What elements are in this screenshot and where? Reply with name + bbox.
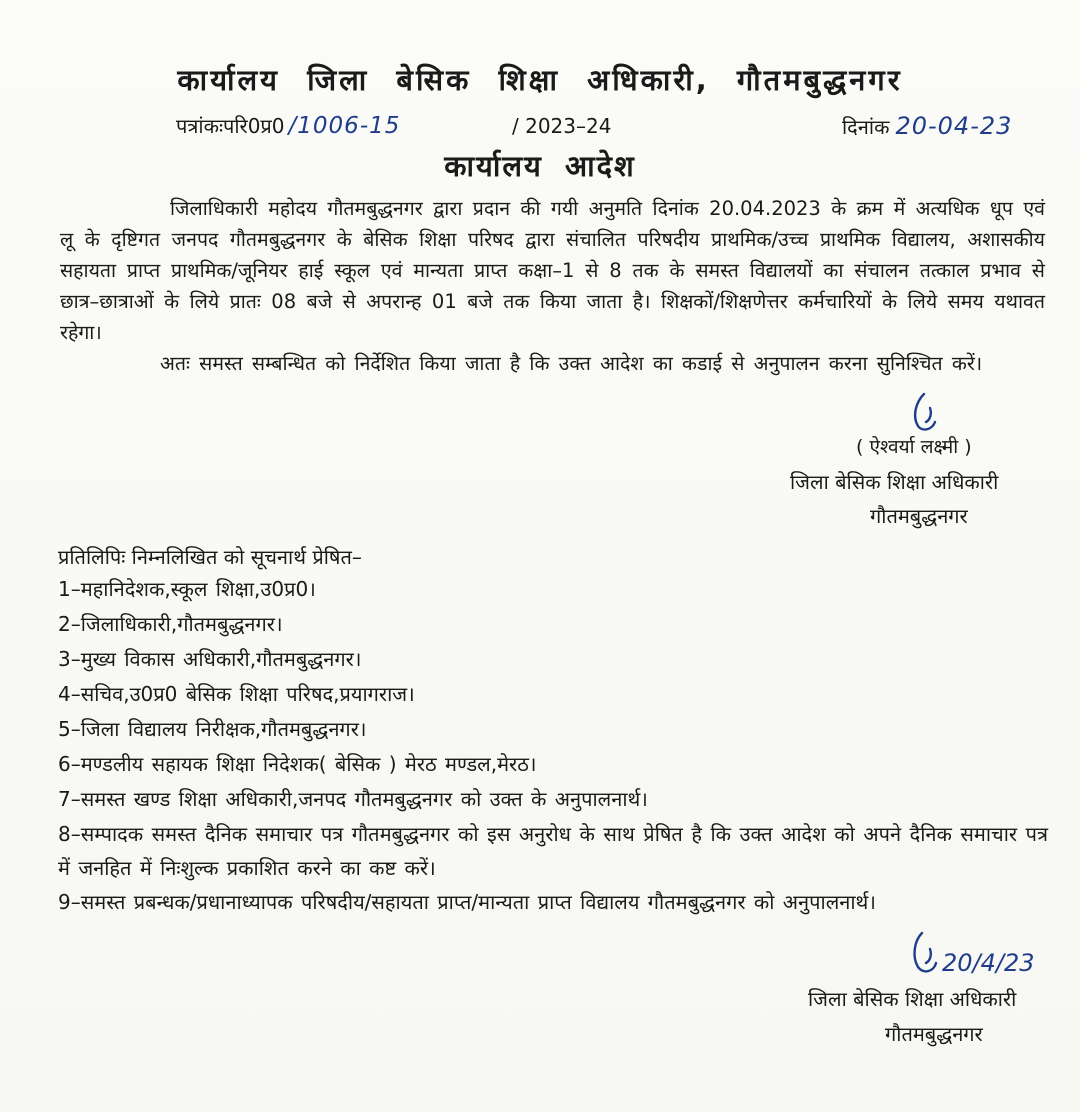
signatory-name: ( ऐश्वर्या लक्ष्मी ) xyxy=(856,436,972,458)
date-label: दिनांक xyxy=(842,115,890,139)
list-item: 9–समस्त प्रबन्धक/प्रधानाध्यापक परिषदीय/सहायता प्राप्त/मान्यता प्राप्त विद्यालय गौतमबुद्धनगर को अनुपालनार्थ। xyxy=(58,890,876,914)
list-item: 2–जिलाधिकारी,गौतमबुद्धनगर। xyxy=(58,612,283,636)
signature-mark xyxy=(902,388,952,438)
list-item: 4–सचिव,उ0प्र0 बेसिक शिक्षा परिषद,प्रयागराज। xyxy=(58,682,415,706)
order-paragraph-2: अतः समस्त सम्बन्धित को निर्देशित किया जाता है कि उक्त आदेश का कडाई से अनुपालन करना सुनिश्चित करें। xyxy=(160,352,983,375)
reference-handwritten: /1006-15 xyxy=(288,113,401,139)
date-handwritten: 20-04-23 xyxy=(895,112,1013,140)
list-item: 1–महानिदेशक,स्कूल शिक्षा,उ0प्र0। xyxy=(58,577,316,601)
order-date xyxy=(842,112,1012,140)
copy-to-heading: प्रतिलिपिः निम्नलिखित को सूचनार्थ प्रेषित– xyxy=(58,545,362,569)
signatory-designation: जिला बेसिक शिक्षा अधिकारी xyxy=(790,470,999,494)
list-item: 8–सम्पादक समस्त दैनिक समाचार पत्र गौतमबुद्धनगर को इस अनुरोध के साथ प्रेषित है कि उक्त आदेश को अपने दैनिक समाचार पत्र में जनहित में निःशुल्क प्रकाशित करने का कष्ट करें। xyxy=(58,822,1048,880)
reference-label: पत्रांकःपरि0प्र0 xyxy=(176,114,285,138)
office-heading: कार्यालय जिला बेसिक शिक्षा अधिकारी, गौतमबुद्धनगर xyxy=(177,63,903,97)
list-item: 3–मुख्य विकास अधिकारी,गौतमबुद्धनगर। xyxy=(58,647,362,671)
reference-year: / 2023–24 xyxy=(512,114,612,138)
list-item: 6–मण्डलीय सहायक शिक्षा निदेशक( बेसिक ) मेरठ मण्डल,मेरठ। xyxy=(58,752,537,776)
signatory-district: गौतमबुद्धनगर xyxy=(870,504,968,528)
order-title: कार्यालय आदेश xyxy=(444,149,636,183)
footer-signature xyxy=(900,925,1050,985)
handwritten-date: 20/4/23 xyxy=(942,949,1035,977)
list-item: 7–समस्त खण्ड शिक्षा अधिकारी,जनपद गौतमबुद्धनगर को उक्त के अनुपालनार्थ। xyxy=(58,787,648,811)
list-item: 5–जिला विद्यालय निरीक्षक,गौतमबुद्धनगर। xyxy=(58,717,367,741)
copy-to-list xyxy=(58,572,1048,919)
order-paragraph-1: जिलाधिकारी महोदय गौतमबुद्धनगर द्वारा प्रदान की गयी अनुमति दिनांक 20.04.2023 के क्रम में अत्यधिक धूप एवं लू के दृष्टिगत जनपद गौतमबुद्धनगर के बेसिक शिक्षा परिषद द्वारा संचालित परिषदीय प्राथमिक/उच्च प्राथमिक विद्यालय, अशासकीय सहायता प्राप्त प्राथमिक/जूनियर हाई स्कूल एवं मान्यता प्राप्त कक्षा–1 से 8 तक के समस्त विद्यालयों का संचालन तत्काल प्रभाव से छात्र–छात्राओं के लिये प्रातः 08 बजे से अपरान्ह 01 बजे तक किया जाता है। शिक्षकों/शिक्षणेत्तर कर्मचारियों के लिये समय यथावत रहेगा। xyxy=(60,197,1045,344)
footer-district: गौतमबुद्धनगर xyxy=(885,1022,983,1046)
footer-designation: जिला बेसिक शिक्षा अधिकारी xyxy=(808,987,1017,1011)
reference-number xyxy=(176,112,400,139)
